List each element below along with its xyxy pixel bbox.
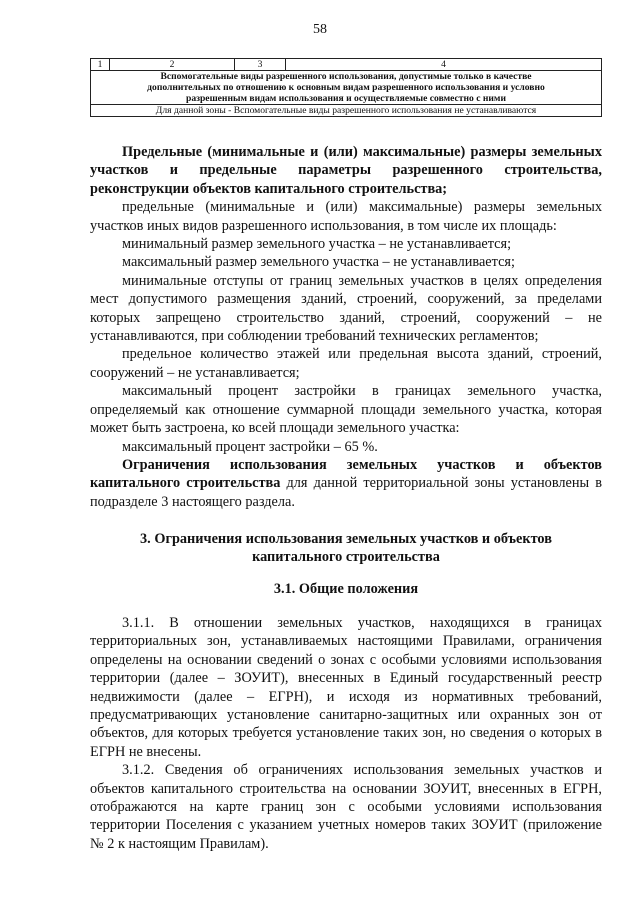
paragraph: 3.1.2. Сведения об ограничениях использования земельных участков и объектов капитального строительства на основании ЗОУИТ, внесенных в ЕГРН, отображаются на карте границ зон с особыми условиями использования территории Поселения с указанием учетных номеров таких ЗОУИТ (приложение № 2 к настоящим Правилам).: [90, 762, 602, 852]
table-col-3: 3: [235, 59, 286, 71]
table-note: Для данной зоны - Вспомогательные виды разрешенного использования не устанавливаются: [91, 105, 602, 117]
table-col-4: 4: [286, 59, 602, 71]
paragraph: минимальные отступы от границ земельных участков в целях определения мест допустимого размещения зданий, строений, сооружений, за пределами которых запрещено строительство зданий, строений, сооружений – не устанавливаются, при соблюдении требований технических регламентов;: [90, 272, 602, 345]
paragraph: предельное количество этажей или предельная высота зданий, строений, сооружений – не устанавливается;: [90, 346, 602, 381]
page-number: 58: [313, 22, 327, 37]
table-caption-line: дополнительных по отношению к основным видам разрешенного использования и условно: [147, 82, 545, 93]
table-col-2: 2: [110, 59, 235, 71]
paragraph: максимальный размер земельного участка – не устанавливается;: [122, 254, 515, 271]
section-title: [90, 530, 602, 567]
section-title-line: 3. Ограничения использования земельных участков и объектов: [140, 531, 552, 547]
parameters-heading: Предельные (минимальные и (или) максимальные) размеры земельных участков и предельные параметры разрешенного строительства, реконструкции объектов капитального строительства;: [90, 144, 602, 197]
paragraph: 3.1.1. В отношении земельных участков, находящихся в границах территориальных зон, устанавливаемых настоящими Правилами, ограничения определены на основании сведений о зонах с особыми условиями использования территории (далее – ЗОУИТ), внесенных в Единый государственный реестр недвижимости (далее – ЕГРН), и исходя из нормативных требований, предусматривающих установление санитарно-защитных или охранных зон от объектов, для которых требуется установление таких зон, но сведения о которых в ЕГРН не внесены.: [90, 615, 602, 760]
general-provisions-block: [90, 614, 602, 853]
subsection-title: 3.1. Общие положения: [273, 581, 419, 597]
restrictions-paragraph: [90, 456, 602, 511]
table-col-1: 1: [91, 59, 110, 71]
table-caption: [91, 71, 602, 105]
paragraph: минимальный размер земельного участка – не устанавливается;: [122, 236, 512, 253]
paragraph: максимальный процент застройки – 65 %.: [122, 438, 378, 455]
paragraph: предельные (минимальные и (или) максимальные) размеры земельных участков иных видов разрешенного использования, в том числе их площадь:: [90, 199, 602, 234]
table-column-numbers: [91, 59, 602, 71]
table-caption-line: разрешенным видам использования и осуществляемые совместно с ними: [185, 93, 506, 104]
parameters-block: [90, 143, 602, 511]
restrictions-rest: для данной территориальной зоны установлены в подразделе 3 настоящего раздела.: [90, 475, 602, 510]
table-caption-line: Вспомогательные виды разрешенного использования, допустимые только в качестве: [160, 71, 532, 82]
section-title-line: капитального строительства: [252, 549, 440, 566]
restrictions-bold: Ограничения использования земельных участков и объектов капитального строительства: [90, 456, 602, 492]
paragraph: максимальный процент застройки в границах земельного участка, определяемый как отношение суммарной площади земельного участка, которая может быть застроена, ко всей площади земельного участка:: [90, 383, 602, 437]
zone-table-fragment: [90, 58, 602, 117]
